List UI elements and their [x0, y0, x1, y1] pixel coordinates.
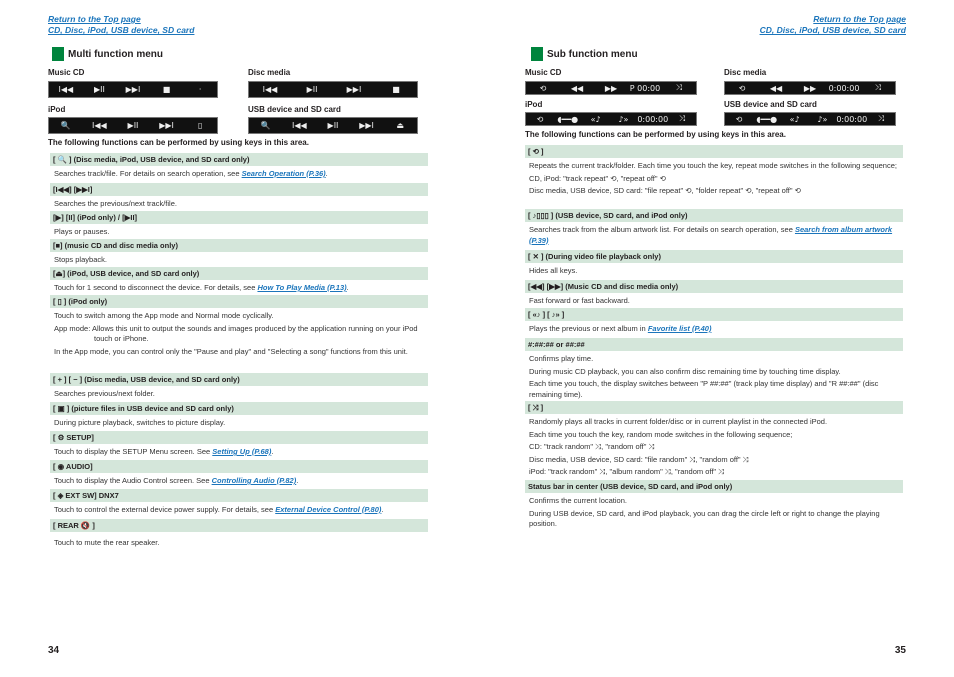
media-link[interactable]: CD, Disc, iPod, USB device, SD card	[48, 25, 195, 35]
next-track-button[interactable]: ▶▶I	[125, 85, 141, 94]
usb-sd-function-bar	[248, 117, 418, 134]
intro-text: The following functions can be performed by using keys in this area.	[525, 130, 786, 139]
link[interactable]: Search Operation (P.36)	[241, 169, 326, 178]
label-disc-media: Disc media	[248, 68, 291, 77]
usb-sd-sub-bar	[724, 112, 896, 126]
entry-text: Plays or pauses.	[54, 227, 110, 236]
entry-text: Touch to switch among the App mode and Normal mode cyclically.	[54, 311, 274, 320]
next-track-button[interactable]: ▶▶I	[346, 85, 362, 94]
fast-forward-button[interactable]: ▶▶	[803, 83, 817, 93]
entry-eject: [⏏] (iPod, USB device, and SD card only) Touch for 1 second to disconnect the device. For details, see How To Play Media (P.13).	[50, 267, 428, 296]
link[interactable]: Controlling Audio (P.82)	[211, 476, 297, 485]
entry-text: Stops playback.	[54, 255, 107, 264]
prev-track-button[interactable]: I◀◀	[262, 85, 278, 94]
fast-backward-button[interactable]: ◀◀	[769, 83, 783, 93]
section-marker	[531, 47, 543, 61]
entry-text: Confirms the current location.	[529, 496, 627, 505]
section-heading	[52, 47, 163, 61]
link[interactable]: External Device Control (P.80)	[275, 505, 382, 514]
repeat-icon[interactable]: ⟲	[539, 83, 547, 93]
entry-text: Each time you touch, the display switches between "P ##:##" (track play time display) and "R ##:##" (disc remaining time).	[529, 379, 879, 399]
entry-text: Repeats the current track/folder. Each time you touch the key, repeat mode switches in the following sequence;	[529, 161, 897, 170]
repeat-icon[interactable]: ⟲	[536, 114, 544, 124]
play-time[interactable]: 0:00:00	[836, 114, 868, 124]
entry-heading: #:##:## or ##:##	[525, 338, 903, 351]
intro-text: The following functions can be performed by using keys in this area.	[48, 138, 309, 147]
next-track-button[interactable]: ▶▶I	[359, 121, 374, 130]
entry-folder	[50, 373, 428, 402]
entry-text: Searches previous/next folder.	[54, 389, 155, 398]
fast-forward-button[interactable]: ▶▶	[604, 83, 618, 93]
play-time[interactable]: P 00:00	[629, 83, 661, 93]
top-links	[760, 14, 906, 36]
next-track-button[interactable]: ▶▶I	[159, 121, 174, 130]
entry-text: Randomly plays all tracks in current folder/disc or in current playlist in the connected iPod.	[529, 417, 828, 426]
blank-key: ·	[198, 85, 202, 94]
fast-backward-button[interactable]: ◀◀	[570, 83, 584, 93]
repeat-icon[interactable]: ⟲	[738, 83, 746, 93]
entry-text: Searches track/file. For details on search operation, see	[54, 169, 242, 178]
entry-text: Plays the previous or next album in	[529, 324, 648, 333]
play-pause-button[interactable]: ▶II	[127, 121, 139, 130]
entry-heading: [ REAR 🔇 ]	[50, 519, 428, 532]
entry-text: Touch to control the external device power supply. For details, see	[54, 505, 276, 514]
entry-text: Hides all keys.	[529, 266, 578, 275]
entry-stop	[50, 239, 428, 268]
top-links	[48, 14, 194, 36]
ipod-sub-bar	[525, 112, 697, 126]
entry-heading: [ 🔍 ] (Disc media, iPod, USB device, and SD card only)	[50, 153, 428, 166]
section-title: Sub function menu	[547, 48, 638, 60]
entry-text: Disc media, USB device, SD card: "file repeat" ⟲, "folder repeat" ⟲, "repeat off" ⟲	[529, 186, 801, 195]
label-usb-sd: USB device and SD card	[248, 105, 341, 114]
entry-text: Searches the previous/next track/file.	[54, 199, 177, 208]
random-icon[interactable]: ⤨	[675, 83, 683, 92]
stop-button[interactable]: ■	[162, 85, 171, 94]
entry-text: Touch to display the SETUP Menu screen. See	[54, 447, 213, 456]
next-album-icon[interactable]: ♪»	[817, 114, 828, 124]
entry-heading: Status bar in center (USB device, SD card, and iPod only)	[525, 480, 903, 493]
entry-heading: [■] (music CD and disc media only)	[50, 239, 428, 252]
search-icon[interactable]: 🔍	[260, 121, 271, 130]
entry-text: Touch to display the Audio Control screen. See	[54, 476, 212, 485]
entry-album-artwork	[525, 209, 903, 248]
link[interactable]: Setting Up (P.68)	[212, 447, 272, 456]
music-cd-function-bar	[48, 81, 218, 98]
entry-text: Each time you touch the key, random mode switches in the following sequence;	[529, 429, 793, 439]
stop-button[interactable]: ■	[392, 85, 400, 94]
play-pause-button[interactable]: ▶II	[93, 85, 105, 94]
prev-track-button[interactable]: I◀◀	[58, 85, 74, 94]
entry-heading: [ ◈ EXT SW] DNX7	[50, 489, 428, 502]
search-icon[interactable]: 🔍	[60, 121, 71, 130]
page-number: 34	[48, 645, 60, 656]
entry-repeat	[525, 145, 903, 199]
app-mode-icon[interactable]: ▯	[197, 121, 203, 130]
section-marker	[52, 47, 64, 61]
prev-track-button[interactable]: I◀◀	[92, 121, 107, 130]
play-time[interactable]: 0:00:00	[637, 114, 669, 124]
next-album-icon[interactable]: ♪»	[618, 114, 629, 124]
label-usb-sd: USB device and SD card	[724, 100, 817, 109]
entry-heading: [⏏] (iPod, USB device, and SD card only)	[50, 267, 428, 280]
entry-text: Confirms play time.	[529, 354, 594, 363]
link[interactable]: How To Play Media (P.13)	[257, 283, 347, 292]
entry-text: During music CD playback, you can also confirm disc remaining time by touching time display.	[529, 366, 841, 376]
music-cd-sub-bar	[525, 81, 697, 95]
random-icon[interactable]: ⤨	[877, 114, 885, 123]
section-heading	[531, 47, 638, 61]
return-top-link[interactable]: Return to the Top page	[48, 14, 141, 24]
entry-text: In the App mode, you can control only the "Pause and play" and "Selecting a song" functions from this unit.	[54, 346, 408, 356]
entry-text: During USB device, SD card, and iPod playback, you can drag the circle left or right to change the playing position.	[529, 508, 880, 528]
label-ipod: iPod	[525, 100, 543, 109]
entry-ext-sw: [ ◈ EXT SW] DNX7 Touch to control the external device power supply. For details, see External Device Control (P.80).	[50, 489, 428, 518]
entry-rear-mute	[50, 519, 428, 551]
link[interactable]: Favorite list (P.40)	[647, 324, 712, 333]
disc-media-sub-bar	[724, 81, 896, 95]
prev-track-button[interactable]: I◀◀	[292, 121, 307, 130]
entry-heading: [ ✕ ] (During video file playback only)	[525, 250, 903, 263]
entry-text: Disc media, USB device, SD card: "file random" ⤨, "random off" ⤨	[529, 454, 749, 464]
play-time[interactable]: 0:00:00	[828, 83, 860, 93]
entry-app-mode	[50, 295, 428, 359]
entry-search: [ 🔍 ] (Disc media, iPod, USB device, and SD card only) Searches track/file. For details on search operation, see Search Operation (P.36).	[50, 153, 428, 182]
entry-heading: [ + ] [ − ] (Disc media, USB device, and SD card only)	[50, 373, 428, 386]
entry-heading: [▶] [II] (iPod only) / [▶II]	[50, 211, 428, 224]
entry-heading: [ ⟲ ]	[525, 145, 903, 158]
entry-hide-keys	[525, 250, 903, 279]
entry-text: iPod: "track random" ⤨, "album random" ⤨, "random off" ⤨	[529, 467, 725, 476]
page-number: 35	[894, 645, 906, 656]
right-page	[477, 0, 954, 677]
entry-heading: [I◀◀] [▶▶I]	[50, 183, 428, 196]
play-pause-button[interactable]: ▶II	[306, 85, 318, 94]
entry-album	[525, 308, 903, 337]
ipod-function-bar	[48, 117, 218, 134]
random-icon[interactable]: ⤨	[678, 114, 686, 123]
prev-album-icon[interactable]: «♪	[789, 114, 800, 124]
entry-text: Fast forward or fast backward.	[529, 296, 630, 305]
entry-text: Searches track from the album artwork list. For details on search operation, see	[529, 225, 795, 234]
status-bar-slider[interactable]: ◖━━●	[557, 114, 579, 124]
entry-heading: [ ⤨ ]	[525, 401, 903, 414]
label-disc-media: Disc media	[724, 68, 767, 77]
entry-setup: [ ⚙ SETUP] Touch to display the SETUP Menu screen. See Setting Up (P.68).	[50, 431, 428, 460]
entry-text: App mode: Allows this unit to output the sounds and images produced by the application running on your iPod touch or iPhone.	[54, 323, 418, 343]
entry-heading: [ ◉ AUDIO]	[50, 460, 428, 473]
entry-heading: [ ▣ ] (picture files in USB device and SD card only)	[50, 402, 428, 415]
label-music-cd: Music CD	[48, 68, 85, 77]
play-pause-button[interactable]: ▶II	[327, 121, 339, 130]
entry-heading: [◀◀] [▶▶] (Music CD and disc media only)	[525, 280, 903, 293]
prev-album-icon[interactable]: «♪	[590, 114, 601, 124]
entry-fast-fwd	[525, 280, 903, 309]
entry-status-bar	[525, 480, 903, 532]
entry-prev-next	[50, 183, 428, 212]
entry-heading: [ ♪▯▯▯ ] (USB device, SD card, and iPod only)	[525, 209, 903, 222]
section-title: Multi function menu	[68, 48, 163, 60]
link[interactable]: Search from album artwork (P.39)	[529, 225, 893, 245]
eject-icon[interactable]: ⏏	[396, 121, 404, 130]
entry-text: Touch for 1 second to disconnect the device. For details, see	[54, 283, 258, 292]
entry-heading: [ ▯ ] (iPod only)	[50, 295, 428, 308]
entry-play-pause	[50, 211, 428, 240]
repeat-icon[interactable]: ⟲	[735, 114, 743, 124]
disc-media-function-bar	[248, 81, 418, 98]
status-bar-slider[interactable]: ◖━━●	[756, 114, 778, 124]
entry-text: Touch to mute the rear speaker.	[54, 538, 160, 547]
entry-audio: [ ◉ AUDIO] Touch to display the Audio Control screen. See Controlling Audio (P.82).	[50, 460, 428, 489]
label-music-cd: Music CD	[525, 68, 562, 77]
media-link[interactable]: CD, Disc, iPod, USB device, SD card	[759, 25, 906, 35]
entry-text: CD: "track random" ⤨, "random off" ⤨	[529, 442, 655, 451]
entry-heading: [ «♪ ] [ ♪» ]	[525, 308, 903, 321]
random-icon[interactable]: ⤨	[874, 83, 882, 92]
entry-play-time	[525, 338, 903, 402]
label-ipod: iPod	[48, 105, 66, 114]
entry-picture	[50, 402, 428, 431]
entry-text: During picture playback, switches to picture display.	[54, 418, 226, 427]
return-top-link[interactable]: Return to the Top page	[813, 14, 906, 24]
entry-random	[525, 401, 903, 480]
entry-text: CD, iPod: "track repeat" ⟲, "repeat off" ⟲	[529, 173, 666, 183]
entry-heading: [ ⚙ SETUP]	[50, 431, 428, 444]
